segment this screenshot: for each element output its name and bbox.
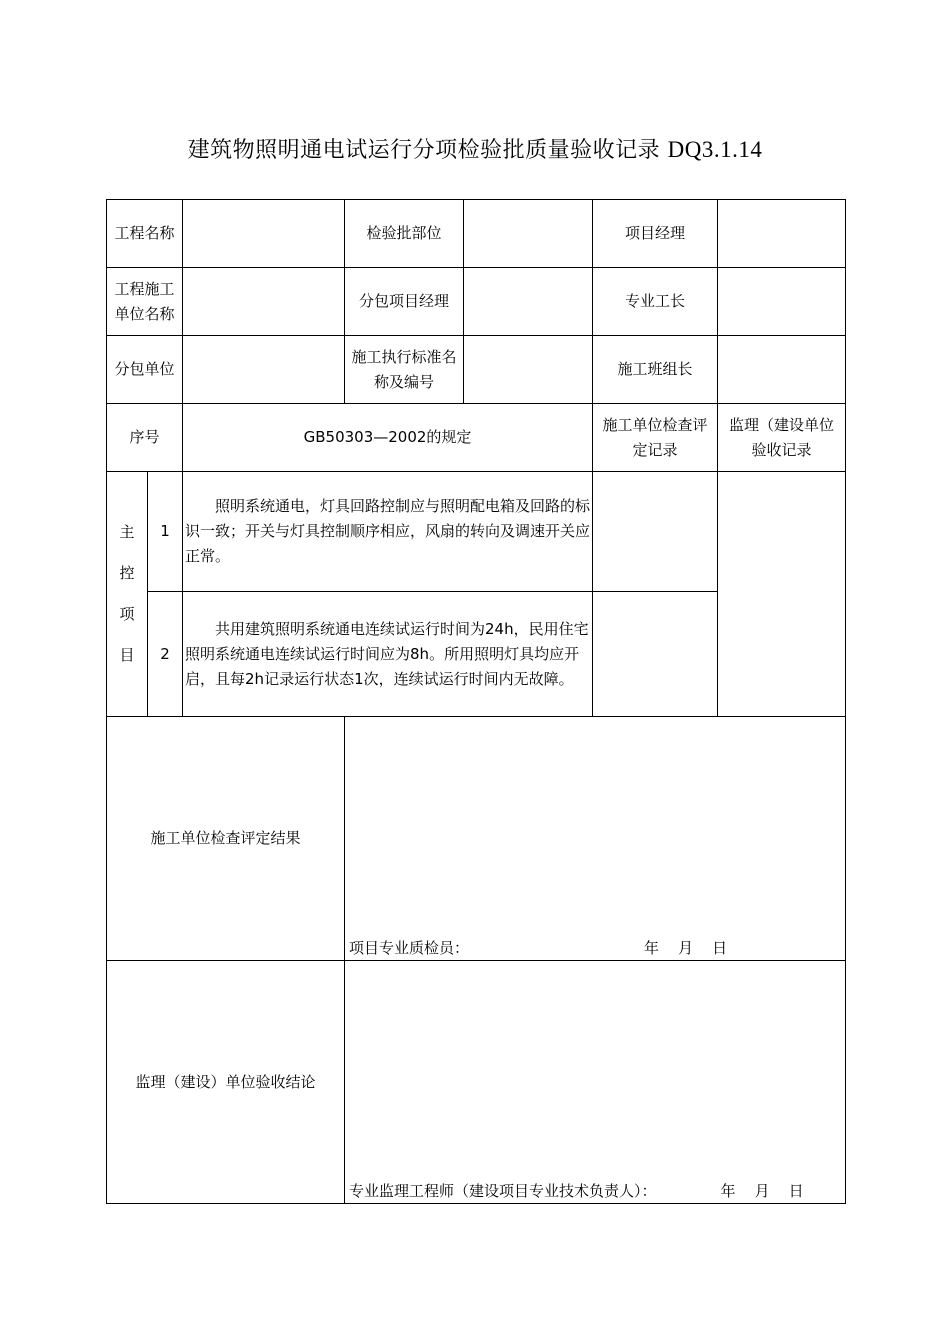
inspection-part-value[interactable] bbox=[464, 200, 593, 268]
construction-signature-line bbox=[349, 938, 727, 958]
sub-manager-value[interactable] bbox=[464, 268, 593, 336]
inspection-part-label: 检验批部位 bbox=[345, 200, 464, 268]
main-control-char-1: 主 bbox=[119, 523, 135, 541]
construction-unit-label: 工程施工单位名称 bbox=[107, 268, 183, 336]
item-1-construction-record[interactable] bbox=[593, 472, 718, 592]
inspection-record-table bbox=[106, 199, 846, 1204]
project-name-label: 工程名称 bbox=[107, 200, 183, 268]
foreman-label: 专业工长 bbox=[593, 268, 718, 336]
item-1-text bbox=[183, 472, 593, 592]
supervision-result-label: 监理（建设）单位验收结论 bbox=[107, 961, 345, 1204]
team-leader-label: 施工班组长 bbox=[593, 336, 718, 404]
title-main: 建筑物照明通电试运行分项检验批质量验收记录 bbox=[187, 138, 661, 163]
sub-unit-label: 分包单位 bbox=[107, 336, 183, 404]
project-manager-value[interactable] bbox=[718, 200, 846, 268]
main-control-row-1 bbox=[107, 472, 846, 592]
sub-manager-label: 分包项目经理 bbox=[345, 268, 464, 336]
foreman-value[interactable] bbox=[718, 268, 846, 336]
header-row-2 bbox=[107, 268, 846, 336]
supervision-signature-line bbox=[349, 1181, 804, 1201]
item-2-clause: 共用建筑照明系统通电连续试运行时间为24h，民用住宅照明系统通电连续试运行时间应为8h。所用照明灯具均应开启，且每2h记录运行状态1次，连续试运行时间内无故障。 bbox=[185, 619, 589, 688]
item-2-construction-record[interactable] bbox=[593, 592, 718, 717]
title-code: DQ3.1.14 bbox=[667, 137, 763, 162]
header-row-1 bbox=[107, 200, 846, 268]
main-control-label bbox=[107, 472, 148, 717]
construction-result-label: 施工单位检查评定结果 bbox=[107, 717, 345, 961]
construction-unit-value[interactable] bbox=[183, 268, 345, 336]
column-header-row bbox=[107, 404, 846, 472]
construction-result-row bbox=[107, 717, 846, 961]
project-name-value[interactable] bbox=[183, 200, 345, 268]
supervision-date: 年 月 日 bbox=[720, 1182, 804, 1200]
main-control-char-4: 目 bbox=[119, 646, 135, 664]
item-2-text bbox=[183, 592, 593, 717]
team-leader-value[interactable] bbox=[718, 336, 846, 404]
supervision-result-body[interactable] bbox=[345, 961, 846, 1204]
supervision-record-header: 监理（建设单位验收记录 bbox=[718, 404, 846, 472]
main-control-char-3: 项 bbox=[119, 605, 135, 623]
supervision-result-row bbox=[107, 961, 846, 1204]
header-row-3 bbox=[107, 336, 846, 404]
spec-header: GB50303—2002的规定 bbox=[183, 404, 593, 472]
standard-value[interactable] bbox=[464, 336, 593, 404]
construction-date: 年 月 日 bbox=[644, 939, 728, 957]
project-manager-label: 项目经理 bbox=[593, 200, 718, 268]
construction-record-header: 施工单位检查评定记录 bbox=[593, 404, 718, 472]
standard-label: 施工执行标准名称及编号 bbox=[345, 336, 464, 404]
construction-result-body[interactable] bbox=[345, 717, 846, 961]
page-title bbox=[0, 133, 950, 164]
seq-header: 序号 bbox=[107, 404, 183, 472]
sub-unit-value[interactable] bbox=[183, 336, 345, 404]
item-2-no: 2 bbox=[148, 592, 183, 717]
inspector-label: 项目专业质检员： bbox=[349, 939, 470, 957]
main-control-char-2: 控 bbox=[119, 564, 135, 582]
item-1-clause: 照明系统通电，灯具回路控制应与照明配电箱及回路的标识一致；开关与灯具控制顺序相应，风扇的转向及调速开关应正常。 bbox=[185, 497, 591, 565]
item-1-no: 1 bbox=[148, 472, 183, 592]
engineer-label: 专业监理工程师（建设项目专业技术负责人）： bbox=[349, 1182, 657, 1200]
supervision-record-value[interactable] bbox=[718, 472, 846, 717]
